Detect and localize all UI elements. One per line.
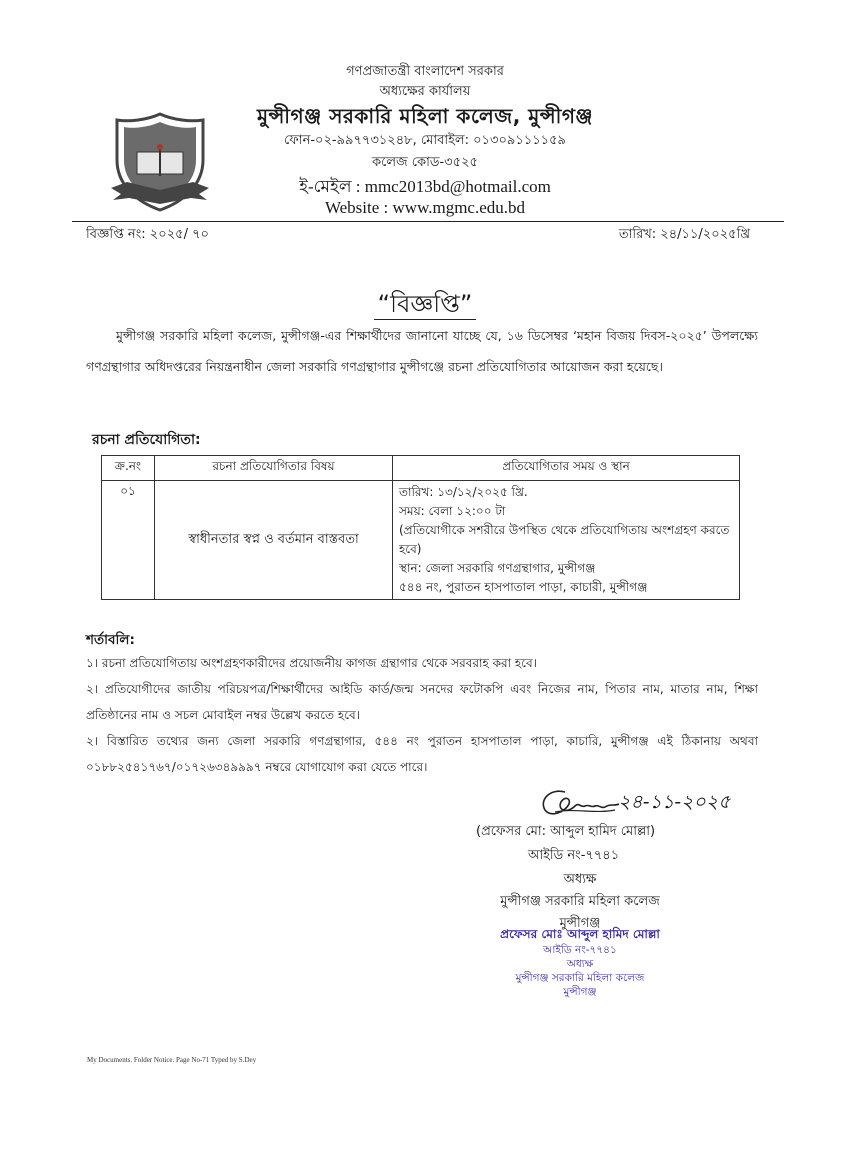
section-title: রচনা প্রতিযোগিতা: [92,432,201,448]
notice-title-text: “বিজ্ঞপ্তি” [374,290,477,320]
row-topic: স্বাধীনতার স্বপ্ন ও বর্তমান বাস্তবতা [155,481,393,600]
detail-note: (প্রতিযোগীকে সশরীরে উপস্থিত থেকে প্রতিযোগিতায় অংশগ্রহণ করতে হবে) [399,523,730,556]
seal-college: মুন্সীগঞ্জ সরকারি মহিলা কলেজ [515,972,645,984]
header-topic: রচনা প্রতিযোগিতার বিষয় [155,456,393,481]
notice-number: বিজ্ঞপ্তি নং: ২০২৫/ ৭০ [86,227,210,242]
detail-date: তারিখ: ১৩/১২/২০২৫ খ্রি. [399,485,528,499]
detail-time: সময়: বেলা ১২:০০ টা [399,504,506,518]
detail-place: স্থান: জেলা সরকারি গণগ্রন্থাগার, মুন্সীগঞ্জ [399,561,596,575]
handwritten-signature-icon [535,786,620,822]
conditions-title: শর্তাবলি: [86,632,135,648]
website-line: Website : www.mgmc.edu.bd [324,198,526,217]
college-name: মুন্সীগঞ্জ সরকারি মহিলা কলেজ, মুন্সীগঞ্জ [256,104,594,128]
government-line: গণপ্রজাতন্ত্রী বাংলাদেশ সরকার [346,64,504,79]
signatory-place: মুন্সীগঞ্জ [559,916,601,931]
college-code: কলেজ কোড-৩৫২৫ [372,155,478,170]
seal-name: প্রফেসর মোঃ আব্দুল হামিদ মোল্লা [500,927,660,941]
row-details [393,481,740,600]
condition-item: ২। বিস্তারিত তথ্যের জন্য জেলা সরকারি গণগ্রন্থাগার, ৫৪৪ নং পুরাতন হাসপাতাল পাড়া, কাচারি, মুন্সীগঞ্জ এই ঠিকানায় অথবা ০১৮৮২৫৪১৭৬৭/০১৭২৬৩৪৯৯৯৭ নম্বরে যোগাযোগ করা যেতে পারে। [86,734,758,774]
header-time-place: প্রতিযোগিতার সময় ও স্থান [393,456,740,481]
seal-designation: অধ্যক্ষ [566,958,594,970]
competition-table [101,455,740,600]
condition-item: ১। রচনা প্রতিযোগিতায় অংশগ্রহণকারীদের প্রয়োজনীয় কাগজ গ্রন্থাগার থেকে সরবরাহ করা হবে। [86,656,537,670]
notice-body: মুন্সীগঞ্জ সরকারি মহিলা কলেজ, মুন্সীগঞ্জ-এর শিক্ষার্থীদের জানানো যাচ্ছে যে, ১৬ ডিসেম্বর ‘মহান বিজয় দিবস-২০২৫’ উপলক্ষ্যে গণগ্রন্থাগার অধিদপ্তরের নিয়ন্ত্রনাধীন জেলা সরকারি গণগ্রন্থাগার মুন্সীগঞ্জে রচনা প্রতিযোগিতার আয়োজন করা হয়েছে। [86,328,758,374]
signature-block [440,780,800,1040]
seal-id: আইডি নং-৭৭৪১ [543,944,617,956]
seal-place: মুন্সীগঞ্জ [563,986,597,998]
signatory-id: আইডি নং-৭৭৪১ [528,848,620,863]
header-divider [72,221,784,222]
table-row [102,481,740,600]
signatory-name: (প্রফেসর মো: আব্দুল হামিদ মোল্লা) [476,824,656,839]
signatory-designation: অধ্যক্ষ [563,872,597,887]
table-header-row [102,456,740,481]
office-line: অধ্যক্ষের কার্যালয় [379,84,471,99]
condition-item: ২। প্রতিযোগীদের জাতীয় পরিচয়পত্র/শিক্ষার্থীদের আইডি কার্ড/জন্ম সনদের ফটোকপি এবং নিজের নাম, পিতার নাম, মাতার নাম, শিক্ষা প্রতিষ্ঠানের নাম ও সচল মোবাইল নম্বর উল্লেখ করতে হবে। [86,682,758,722]
official-seal [460,926,700,1006]
phone-line: ফোন-০২-৯৯৭৭৩১২৪৮, মোবাইল: ০১৩০৯১১১১৫৯ [284,133,566,148]
notice-date: তারিখ: ২৪/১১/২০২৫খ্রি [618,227,750,242]
detail-address: ৫৪৪ নং, পুরাতন হাসপাতাল পাড়া, কাচারী, মুন্সীগঞ্জ [399,580,648,594]
footer-note: My Documents. Folder Notice. Page No-71 Typed by S.Dey [87,1056,257,1064]
header-serial: ক্র.নং [102,456,155,481]
row-serial: ০১ [102,481,155,600]
handwritten-date: ২৪-১১-২০২৫ [618,791,731,813]
email-line: ই-মেইল : mmc2013bd@hotmail.com [299,177,551,196]
signatory-college: মুন্সীগঞ্জ সরকারি মহিলা কলেজ [500,894,660,909]
